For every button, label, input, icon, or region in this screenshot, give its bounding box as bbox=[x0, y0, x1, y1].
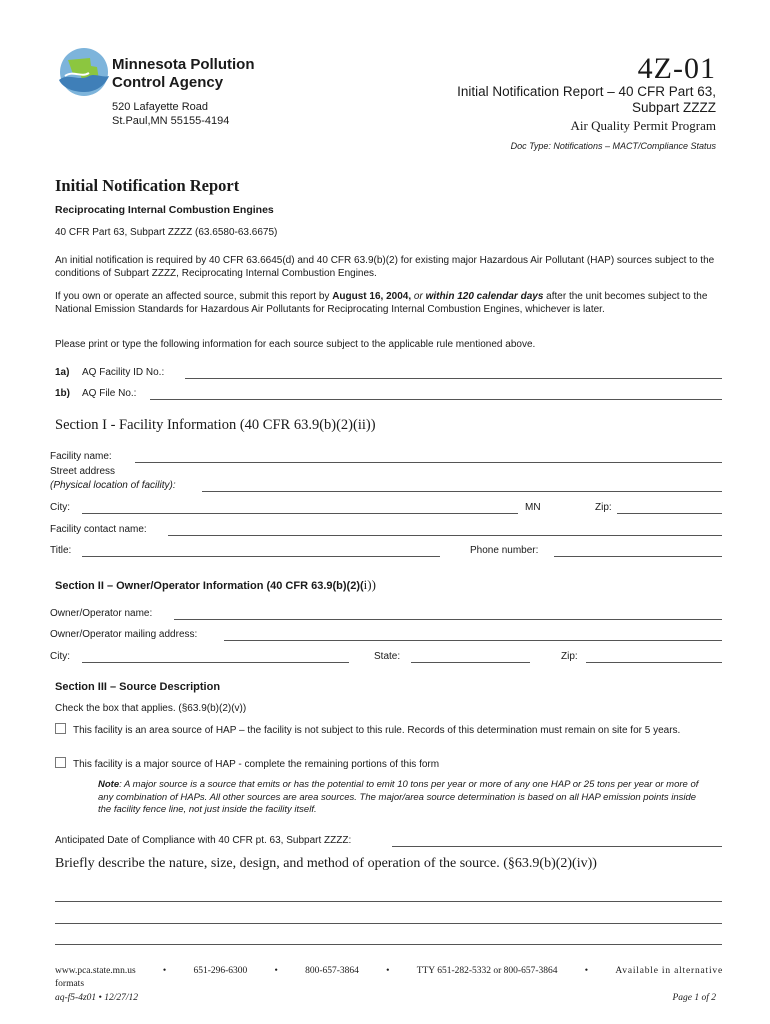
form-number: 4Z-01 bbox=[637, 52, 716, 85]
owner-zip-label: Zip: bbox=[561, 651, 578, 662]
description-line-3[interactable] bbox=[55, 944, 722, 945]
address-line2: St.Paul,MN 55155-4194 bbox=[112, 115, 230, 127]
intro-paragraph-1: An initial notification is required by 40 CFR 63.6645(d) and 40 CFR 63.9(b)(2) for existing major Hazardous Air Pollutant (HAP) sources subject to the conditions of Subpart ZZZZ, Reciprocating Internal Combustion Engines. bbox=[55, 255, 715, 279]
para2-deadline-date: August 16, 2004, bbox=[332, 291, 412, 302]
owner-mailing-label: Owner/Operator mailing address: bbox=[50, 629, 198, 640]
field-1a-number: 1a) bbox=[55, 367, 70, 378]
cfr-reference: 40 CFR Part 63, Subpart ZZZZ (63.6580-63.6675) bbox=[55, 227, 278, 238]
major-source-option-text: This facility is a major source of HAP - complete the remaining portions of this form bbox=[73, 759, 440, 770]
mpca-logo-icon bbox=[55, 46, 113, 98]
agency-name-line2: Control Agency bbox=[112, 74, 224, 91]
section-3-heading: Section III – Source Description bbox=[55, 681, 221, 693]
compliance-date-input[interactable] bbox=[392, 846, 722, 847]
aq-facility-id-input[interactable] bbox=[185, 378, 722, 379]
footer-tty: TTY 651-282-5332 or 800-657-3864 bbox=[416, 966, 558, 976]
agency-name-line1: Minnesota Pollution bbox=[112, 56, 255, 73]
compliance-date-label: Anticipated Date of Compliance with 40 CFR pt. 63, Subpart ZZZZ: bbox=[55, 835, 352, 846]
section-1-heading: Section I - Facility Information (40 CFR 63.9(b)(2)(ii)) bbox=[55, 417, 376, 433]
doc-code-sep: • bbox=[98, 993, 105, 1003]
intro-paragraph-2 bbox=[55, 290, 720, 316]
agency-logo bbox=[55, 46, 113, 98]
facility-name-input[interactable] bbox=[135, 462, 722, 463]
para2-text-b: after the unit becomes subject to the National Emission Standards for Hazardous Air Pollutants for Reciprocating Internal Combustion Engines, whichever is later. bbox=[55, 291, 708, 315]
section-2-heading-tail: i)) bbox=[363, 577, 376, 592]
owner-name-input[interactable] bbox=[174, 619, 722, 620]
owner-state-input[interactable] bbox=[411, 662, 530, 663]
footer-doc-code bbox=[55, 993, 138, 1003]
field-1b-number: 1b) bbox=[55, 388, 70, 399]
footer-phone-1: 651-296-6300 bbox=[193, 966, 248, 976]
facility-zip-input[interactable] bbox=[617, 513, 722, 514]
contact-name-label: Facility contact name: bbox=[50, 524, 147, 535]
footer-sep-1: • bbox=[162, 966, 167, 976]
note-text: : A major source is a source that emits or has the potential to emit 10 tons per year or more of any one HAP or 25 tons per year or more of any combination of HAPs. All other sources are area sources. The major/area source determination is based on all HAP emission points inside the facility fence line, not just inside the facility itself. bbox=[98, 779, 699, 815]
section-2-heading-text: Section II – Owner/Operator Information (40 CFR 63.9(b)(2)( bbox=[55, 580, 364, 592]
footer-sep-4: • bbox=[584, 966, 589, 976]
footer-contacts bbox=[55, 966, 723, 976]
description-line-2[interactable] bbox=[55, 923, 722, 924]
facility-city-input[interactable] bbox=[82, 513, 518, 514]
describe-source-heading: Briefly describe the nature, size, design, and method of operation of the source. (§63.9(b)(2)(iv)) bbox=[55, 856, 597, 871]
street-address-label: Street address bbox=[50, 466, 116, 477]
contact-title-input[interactable] bbox=[82, 556, 440, 557]
facility-state-value: MN bbox=[525, 502, 541, 513]
report-heading: Initial Notification Report bbox=[55, 176, 240, 195]
doc-type: Doc Type: Notifications – MACT/Compliance Status bbox=[510, 141, 716, 151]
owner-state-label: State: bbox=[374, 651, 401, 662]
facility-zip-label: Zip: bbox=[595, 502, 612, 513]
form-title-line1: Initial Notification Report – 40 CFR Part 63, bbox=[457, 84, 716, 99]
program-name: Air Quality Permit Program bbox=[570, 118, 716, 133]
facility-city-label: City: bbox=[50, 502, 70, 513]
street-address-input[interactable] bbox=[202, 491, 722, 492]
note-label: Note bbox=[98, 779, 120, 790]
doc-code: aq-f5-4z01 bbox=[55, 993, 97, 1003]
field-1a-label: AQ Facility ID No.: bbox=[82, 367, 165, 378]
footer-sep-3: • bbox=[386, 966, 390, 976]
contact-title-label: Title: bbox=[50, 545, 72, 556]
major-source-note bbox=[98, 779, 708, 817]
address-line1: 520 Lafayette Road bbox=[112, 101, 209, 113]
description-line-1[interactable] bbox=[55, 901, 722, 902]
owner-name-label: Owner/Operator name: bbox=[50, 608, 153, 619]
owner-city-label: City: bbox=[50, 651, 70, 662]
facility-name-label: Facility name: bbox=[50, 451, 112, 462]
owner-city-input[interactable] bbox=[82, 662, 349, 663]
intro-paragraph-3: Please print or type the following information for each source subject to the applicable rule mentioned above. bbox=[55, 339, 536, 350]
area-source-checkbox[interactable] bbox=[55, 723, 66, 734]
section-2-heading bbox=[55, 577, 376, 593]
footer-alt-formats: Available in alternative bbox=[615, 966, 723, 976]
major-source-checkbox[interactable] bbox=[55, 757, 66, 768]
check-instruction: Check the box that applies. (§63.9(b)(2)(v)) bbox=[55, 703, 247, 714]
form-title bbox=[457, 84, 716, 116]
field-1b-label: AQ File No.: bbox=[82, 388, 137, 399]
owner-zip-input[interactable] bbox=[586, 662, 722, 663]
area-source-option-text: This facility is an area source of HAP – the facility is not subject to this rule. Records of this determination must remain on site for 5 years. bbox=[73, 725, 681, 736]
phone-number-input[interactable] bbox=[554, 556, 722, 557]
footer-sep-2: • bbox=[274, 966, 278, 976]
para2-within-days: within 120 calendar days bbox=[425, 291, 544, 302]
footer-phone-2: 800-657-3864 bbox=[305, 966, 359, 976]
para2-or: or bbox=[411, 291, 426, 302]
owner-mailing-input[interactable] bbox=[224, 640, 722, 641]
agency-name bbox=[112, 56, 255, 92]
report-subheading: Reciprocating Internal Combustion Engines bbox=[55, 204, 274, 216]
para2-text-a: If you own or operate an affected source, submit this report by bbox=[55, 291, 333, 302]
agency-address bbox=[112, 100, 229, 128]
footer-formats: formats bbox=[55, 979, 85, 989]
phone-number-label: Phone number: bbox=[470, 545, 539, 556]
doc-date: 12/27/12 bbox=[104, 993, 139, 1003]
form-title-line2: Subpart ZZZZ bbox=[631, 100, 716, 115]
footer-website[interactable]: www.pca.state.mn.us bbox=[55, 966, 136, 976]
page-number: Page 1 of 2 bbox=[672, 993, 716, 1003]
contact-name-input[interactable] bbox=[168, 535, 722, 536]
physical-location-label: (Physical location of facility): bbox=[50, 480, 176, 491]
aq-file-no-input[interactable] bbox=[150, 399, 722, 400]
